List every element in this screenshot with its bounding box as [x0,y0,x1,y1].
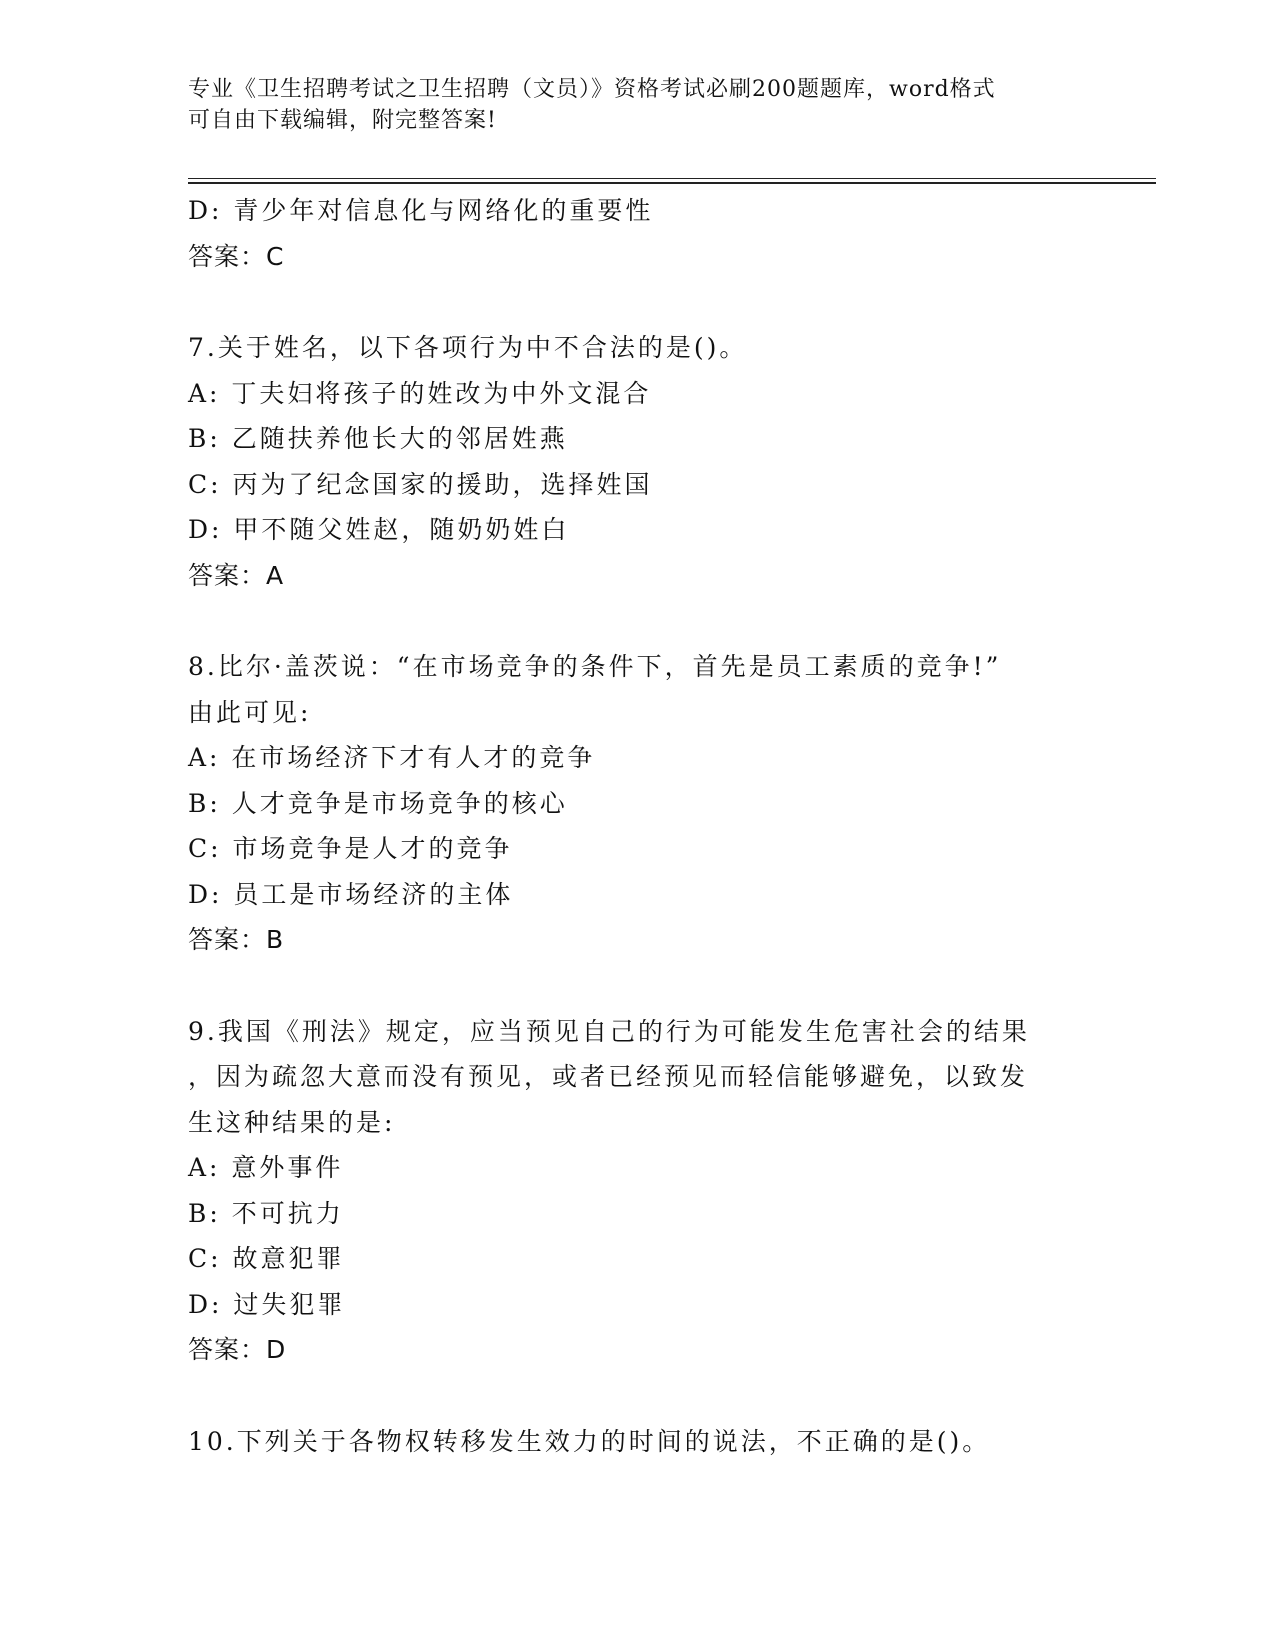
question-stem: 10.下列关于各物权转移发生效力的时间的说法，不正确的是()。 [188,1426,991,1456]
option-b: B: 人才竞争是市场竞争的核心 [188,788,568,818]
question-stem-line-2: ，因为疏忽大意而没有预见，或者已经预见而轻信能够避免，以致发 [188,1062,1029,1091]
option-c: C: 丙为了纪念国家的援助，选择姓国 [188,469,653,499]
answer-label: 答案：A [188,560,285,590]
question-list [188,188,1068,1464]
header-line-1: 专业《卫生招聘考试之卫生招聘（文员）》资格考试必刷200题题库，word格式 [188,77,996,102]
spacer [188,1373,1068,1419]
question-stem-line-2: 由此可见: [188,697,312,727]
option-a: A: 丁夫妇将孩子的姓改为中外文混合 [188,378,652,408]
option-a: A: 在市场经济下才有人才的竞争 [188,743,596,772]
question-7 [188,325,1068,598]
option-b: B: 不可抗力 [188,1198,344,1228]
question-10 [188,1419,1068,1465]
option-d: D: 甲不随父姓赵，随奶奶姓白 [188,515,570,544]
question-stem-line-3: 生这种结果的是: [188,1107,396,1137]
question-stem: 7.关于姓名，以下各项行为中不合法的是()。 [188,333,748,362]
question-stem-line-1: 8.比尔·盖茨说：“在市场竞争的条件下，首先是员工素质的竞争!” [188,652,1002,681]
question-9 [188,1009,1068,1373]
header-divider-thick [188,182,1156,184]
document-header [188,74,1068,136]
option-c: C: 市场竞争是人才的竞争 [188,834,513,863]
option-d: D: 员工是市场经济的主体 [188,879,514,909]
spacer [188,598,1068,644]
question-6-tail [188,188,1068,279]
option-c: C: 故意犯罪 [188,1244,345,1273]
option-b: B: 乙随扶养他长大的邻居姓燕 [188,424,568,453]
header-line-2: 可自由下载编辑，附完整答案! [188,108,497,133]
spacer [188,279,1068,325]
option-d: D: 过失犯罪 [188,1289,346,1319]
spacer [188,963,1068,1009]
option-d: D: 青少年对信息化与网络化的重要性 [188,196,654,225]
answer-label: 答案：D [188,1335,287,1364]
answer-label: 答案：C [188,241,285,271]
question-8 [188,644,1068,963]
header-divider-thin [188,178,1156,179]
answer-label: 答案：B [188,925,285,954]
option-a: A: 意外事件 [188,1153,344,1182]
question-stem-line-1: 9.我国《刑法》规定，应当预见自己的行为可能发生危害社会的结果 [188,1016,1030,1046]
